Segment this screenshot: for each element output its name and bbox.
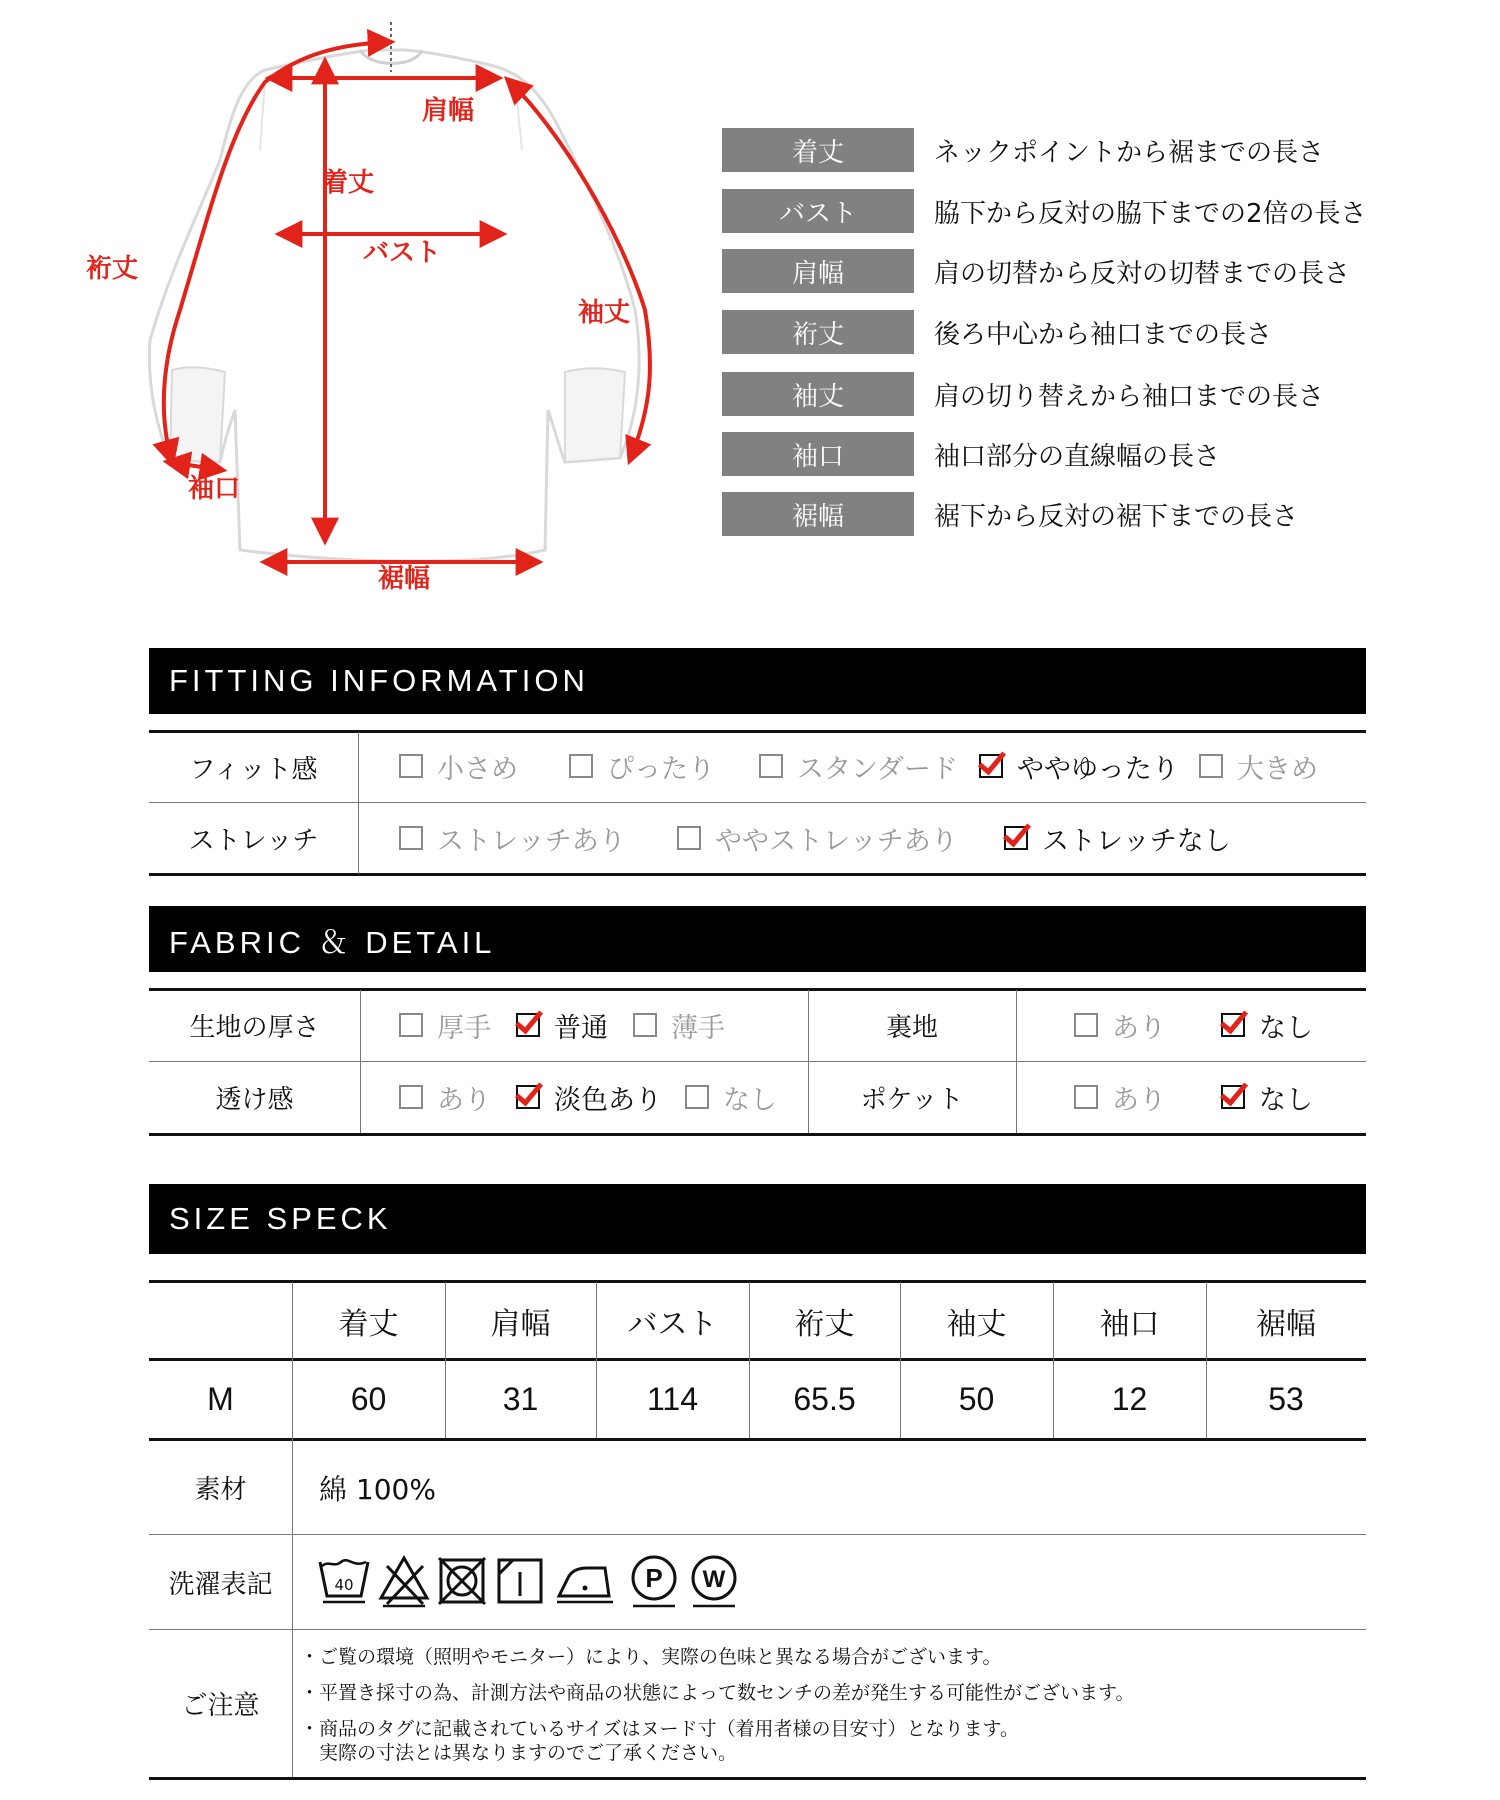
sheerness-option-light-colors[interactable]: 淡色あり xyxy=(516,1077,662,1117)
size-header: バスト xyxy=(627,1306,718,1342)
svg-text:P: P xyxy=(645,1563,663,1593)
legend-term: 裾幅 xyxy=(722,492,914,536)
checked-checkbox-icon xyxy=(1221,1013,1245,1037)
lining-option-no[interactable]: なし xyxy=(1221,1005,1313,1045)
sheerness-label: 透け感 xyxy=(215,1085,294,1115)
size-header: 袖丈 xyxy=(946,1306,1007,1342)
size-header: 肩幅 xyxy=(490,1306,551,1342)
size-value: 114 xyxy=(646,1381,698,1417)
checkbox-icon xyxy=(633,1013,657,1037)
notes-label: ご注意 xyxy=(181,1691,260,1721)
checked-checkbox-icon xyxy=(516,1085,540,1109)
pocket-label: ポケット xyxy=(860,1085,964,1115)
fit-label: フィット感 xyxy=(189,754,318,785)
checked-checkbox-icon xyxy=(1221,1085,1245,1109)
stretch-label: ストレッチ xyxy=(188,825,319,856)
measurement-diagram xyxy=(60,10,700,600)
note-line: ・商品のタグに記載されているサイズはヌード寸（着用者様の目安寸）となります。 xyxy=(300,1718,1019,1740)
checked-checkbox-icon xyxy=(516,1013,540,1037)
thickness-label: 生地の厚さ xyxy=(189,1013,320,1043)
thickness-option-thick[interactable]: 厚手 xyxy=(399,1005,491,1045)
sheerness-option-yes[interactable]: あり xyxy=(399,1077,491,1117)
care-label: 洗濯表記 xyxy=(168,1569,273,1600)
svg-text:W: W xyxy=(702,1566,726,1593)
note-line: ・平置き採寸の為、計測方法や商品の状態によって数センチの差が発生する可能性がございます。 xyxy=(300,1682,1135,1704)
size-value: 31 xyxy=(502,1381,539,1417)
legend-desc: 袖口部分の直線幅の長さ xyxy=(934,441,1221,472)
lining-label: 裏地 xyxy=(885,1013,938,1043)
size-value: 53 xyxy=(1268,1381,1304,1417)
stretch-option-none[interactable]: ストレッチなし xyxy=(1004,818,1231,858)
size-value: 12 xyxy=(1111,1381,1148,1417)
fabric-section-header: FABRIC ＆ DETAIL xyxy=(149,906,1366,972)
legend-term: バスト xyxy=(722,189,914,233)
label-bust: バスト xyxy=(363,238,442,268)
note-line: 実際の寸法とは異なりますのでご了承ください。 xyxy=(300,1742,738,1764)
size-value: 60 xyxy=(350,1381,387,1417)
legend-desc: 脇下から反対の脇下までの2倍の長さ xyxy=(934,198,1367,229)
size-header: 着丈 xyxy=(338,1306,399,1342)
line-dry-shade-icon xyxy=(493,1550,547,1610)
no-bleach-icon xyxy=(377,1550,431,1610)
size-value: 65.5 xyxy=(793,1381,856,1417)
thickness-option-thin[interactable]: 薄手 xyxy=(633,1005,725,1045)
legend-term: 着丈 xyxy=(722,128,914,172)
fit-option-slightly-loose[interactable]: ややゆったり xyxy=(979,746,1179,786)
fit-option-standard[interactable]: スタンダード xyxy=(759,746,958,786)
legend-desc: 肩の切替から反対の切替までの長さ xyxy=(934,258,1351,289)
label-cuff: 袖口 xyxy=(188,474,241,504)
legend-row xyxy=(722,372,1442,416)
wash-40-icon xyxy=(317,1550,371,1610)
fit-option-large[interactable]: 大きめ xyxy=(1199,746,1318,786)
no-tumble-dry-icon xyxy=(435,1550,489,1610)
sheerness-option-no[interactable]: なし xyxy=(685,1077,777,1117)
lining-option-yes[interactable]: あり xyxy=(1074,1005,1166,1045)
material-value: 綿 100% xyxy=(319,1472,436,1506)
legend-row xyxy=(722,249,1442,293)
legend-row xyxy=(722,310,1442,354)
care-icons xyxy=(317,1550,757,1612)
wetclean-w-icon xyxy=(687,1550,741,1610)
pocket-option-no[interactable]: なし xyxy=(1221,1077,1313,1117)
iron-low-icon xyxy=(553,1550,619,1610)
checkbox-icon xyxy=(569,754,593,778)
size-table xyxy=(149,1280,1366,1780)
legend-row xyxy=(722,189,1442,233)
legend-term: 袖丈 xyxy=(722,372,914,416)
checkbox-icon xyxy=(399,826,423,850)
material-label: 素材 xyxy=(194,1475,247,1505)
checkbox-icon xyxy=(399,1013,423,1037)
checked-checkbox-icon xyxy=(1004,826,1028,850)
checkbox-icon xyxy=(1199,754,1223,778)
label-shoulder-width: 肩幅 xyxy=(422,96,475,126)
pocket-option-yes[interactable]: あり xyxy=(1074,1077,1166,1117)
size-header: 袖口 xyxy=(1099,1306,1160,1342)
fitting-table xyxy=(149,730,1366,876)
note-line: ・ご覧の環境（照明やモニター）により、実際の色味と異なる場合がございます。 xyxy=(300,1646,1002,1668)
thickness-option-normal[interactable]: 普通 xyxy=(516,1005,608,1045)
checkbox-icon xyxy=(677,826,701,850)
fitting-section-header: FITTING INFORMATION xyxy=(149,648,1366,714)
label-yukitake: 裄丈 xyxy=(86,254,139,284)
legend-desc: 後ろ中心から袖口までの長さ xyxy=(934,319,1273,350)
label-sleeve-length: 袖丈 xyxy=(578,298,631,328)
legend-desc: 裾下から反対の裾下までの長さ xyxy=(934,501,1299,532)
size-label: M xyxy=(207,1381,234,1417)
legend-desc: 肩の切り替えから袖口までの長さ xyxy=(934,381,1325,412)
dryclean-p-icon xyxy=(627,1550,681,1610)
legend-term: 肩幅 xyxy=(722,249,914,293)
legend-row xyxy=(722,432,1442,476)
svg-text:40: 40 xyxy=(334,1576,354,1594)
label-length: 着丈 xyxy=(322,168,375,198)
size-header: 裾幅 xyxy=(1256,1306,1316,1342)
fit-option-small[interactable]: 小さめ xyxy=(399,746,518,786)
legend-term: 裄丈 xyxy=(722,310,914,354)
checkbox-icon xyxy=(1074,1085,1098,1109)
checkbox-icon xyxy=(685,1085,709,1109)
size-header: 裄丈 xyxy=(794,1306,855,1342)
size-value: 50 xyxy=(958,1381,995,1417)
checkbox-icon xyxy=(759,754,783,778)
size-section-header: SIZE SPECK xyxy=(149,1184,1366,1254)
checked-checkbox-icon xyxy=(979,754,1003,778)
label-hem-width: 裾幅 xyxy=(378,564,431,594)
fit-option-just[interactable]: ぴったり xyxy=(569,746,715,786)
legend-term: 袖口 xyxy=(722,432,914,476)
legend-row xyxy=(722,128,1442,172)
stretch-option-yes[interactable]: ストレッチあり xyxy=(399,818,626,858)
checkbox-icon xyxy=(399,1085,423,1109)
checkbox-icon xyxy=(399,754,423,778)
fabric-table xyxy=(149,988,1366,1136)
legend-desc: ネックポイントから裾までの長さ xyxy=(934,137,1325,168)
legend-row xyxy=(722,492,1442,536)
checkbox-icon xyxy=(1074,1013,1098,1037)
stretch-option-slight[interactable]: ややストレッチあり xyxy=(677,818,958,858)
